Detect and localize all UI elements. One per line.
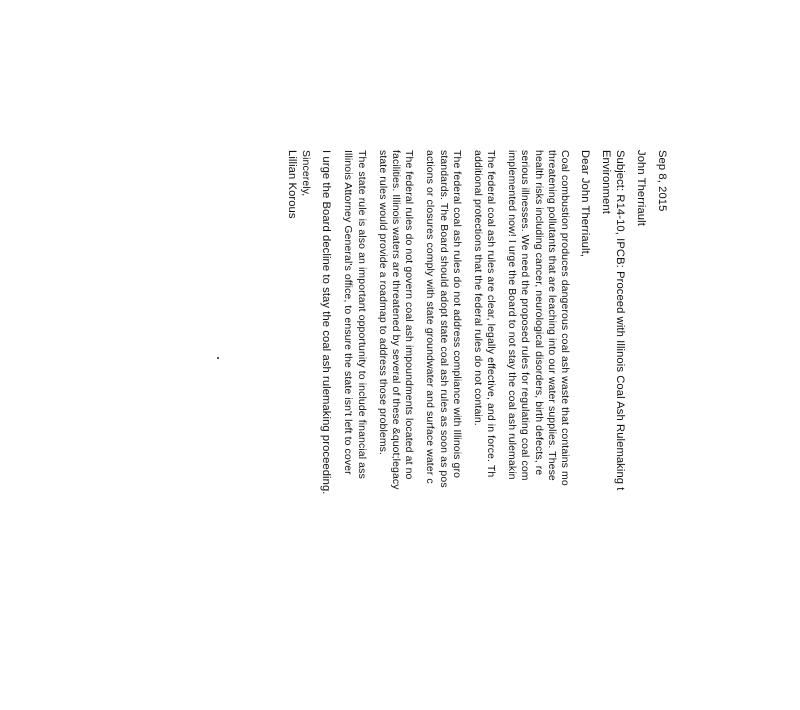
letter-recipient: John Therriault [634, 150, 647, 226]
paragraph-6: I urge the Board decline to stay the coal ash rulemaking proceeding. [320, 150, 333, 495]
paragraph-line: actions or closures comply with state groundwater and surface water c [424, 150, 437, 484]
paragraph-line: The federal rules do not govern coal ash impoundments located at no [403, 150, 416, 480]
paragraph-line: facilities. Illinois waters are threatened by several of these &quot;legacy [390, 150, 402, 490]
paragraph-line: standards. The Board should adopt state coal ash rules as soon as pos [437, 150, 450, 488]
paragraph-3 [423, 150, 463, 710]
letter-subject-line-1: Subject: R14-10, IPCB: Proceed with Illinois Coal Ash Rulemaking t [613, 150, 626, 491]
paragraph-line: Illinois Attorney General's office, to ensure the state isn't left to cover [342, 150, 355, 475]
paragraph-line: The state rule is also an important opportunity to include financial ass [355, 150, 368, 479]
paragraph-line: The federal coal ash rules are clear, legally effective, and in force. Th [485, 150, 498, 478]
letter-body [286, 150, 669, 710]
letter-signature: Lillian Korous [285, 150, 298, 219]
paragraph-line: The federal coal ash rules do not address compliance with Illinois gro [450, 150, 463, 479]
paragraph-4 [376, 150, 416, 710]
paragraph-line: Coal combustion produces dangerous coal ash waste that contains mo [559, 150, 572, 486]
paragraph-line: implemented now! I urge the Board to not stay the coal ash rulemakin [506, 150, 519, 480]
letter-date: Sep 8, 2015 [656, 150, 668, 212]
paragraph-line: additional protections that the federal rules do not contain. [471, 150, 484, 426]
paragraph-line: state rules would provide a roadmap to address those problems. [376, 150, 389, 456]
scan-speck [217, 357, 219, 359]
paragraph-line: threatening pollutants that are leaching into our water supplies. These [545, 150, 558, 481]
letter-closing: Sincerely, [300, 150, 313, 197]
paragraph-line: serious illnesses. We need the proposed rules for regulating coal com [519, 150, 532, 481]
letter-subject-line-2: Environment [600, 150, 613, 214]
paragraph-2 [471, 150, 497, 710]
paragraph-5 [341, 150, 367, 710]
letter-salutation: Dear John Therriault, [579, 150, 592, 257]
paragraph-1 [505, 150, 571, 710]
paragraph-line: health risks including cancer, neurological disorders, birth defects, re [532, 150, 545, 476]
